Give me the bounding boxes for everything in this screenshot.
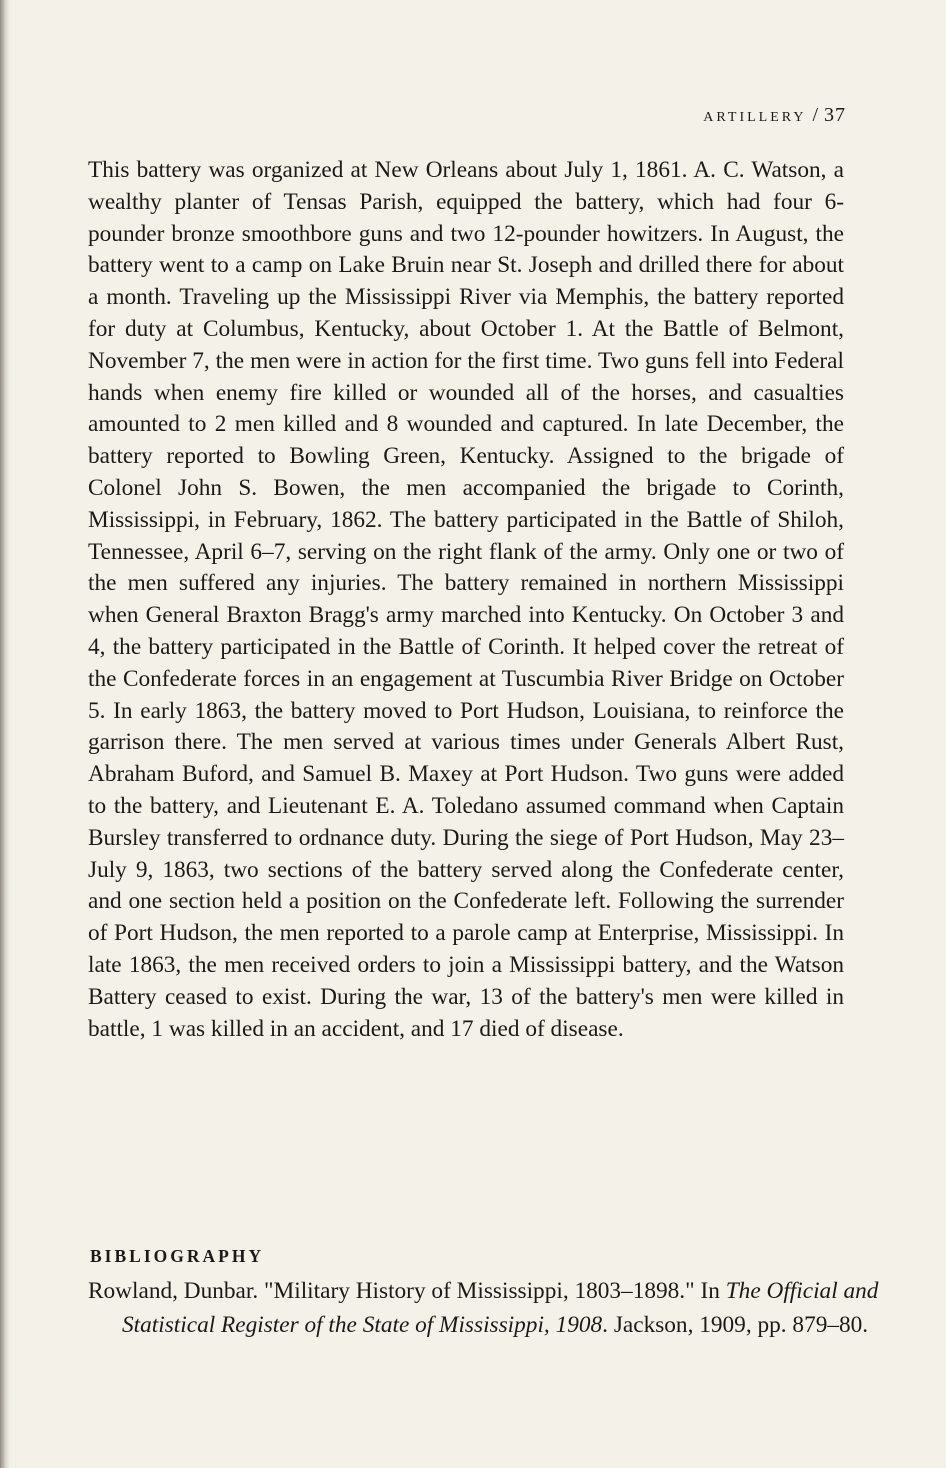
running-head-title: artillery	[703, 104, 807, 126]
bib-publication: . Jackson, 1909, pp. 879–80.	[602, 1312, 869, 1338]
page-spine-shadow	[0, 0, 10, 1468]
bibliography-heading: BIBLIOGRAPHY	[90, 1246, 265, 1266]
body-paragraph: This battery was organized at New Orleans about July 1, 1861. A. C. Watson, a wealthy planter of Tensas Parish, equipped the battery, which had four 6-pounder bronze smoothbore guns and two 12-pounder howitzers. In August, the battery went to a camp on Lake Bruin near St. Joseph and drilled there for about a month. Traveling up the Mississippi River via Memphis, the battery reported for duty at Columbus, Kentucky, about October 1. At the Battle of Belmont, November 7, the men were in action for the first time. Two guns fell into Federal hands when enemy fire killed or wounded all of the horses, and casualties amounted to 2 men killed and 8 wounded and captured. In late December, the battery reported to Bowling Green, Kentucky. Assigned to the brigade of Colonel John S. Bowen, the men accompanied the brigade to Corinth, Mississippi, in February, 1862. The battery participated in the Battle of Shiloh, Tennessee, April 6–7, serving on the right flank of the army. Only one or two of the men suffered any injuries. The battery remained in northern Mississippi when General Braxton Bragg's army marched into Kentucky. On October 3 and 4, the battery participated in the Battle of Corinth. It helped cover the retreat of the Confederate forces in an engagement at Tuscumbia River Bridge on October 5. In early 1863, the battery moved to Port Hudson, Louisiana, to reinforce the garrison there. The men served at various times under Generals Albert Rust, Abraham Buford, and Samuel B. Maxey at Port Hudson. Two guns were added to the battery, and Lieutenant E. A. Toledano assumed command when Captain Bursley transferred to ordnance duty. During the siege of Port Hudson, May 23–July 9, 1863, two sections of the battery served along the Confederate center, and one section held a position on the Confederate left. Following the surrender of Port Hudson, the men reported to a parole camp at Enterprise, Mississippi. In late 1863, the men received orders to join a Mississippi battery, and the Watson Battery ceased to exist. During the war, 13 of the battery's men were killed in battle, 1 was killed in an accident, and 17 died of disease.	[88, 157, 844, 1042]
running-head	[703, 104, 846, 127]
bib-in-label: In	[700, 1278, 720, 1304]
bib-author: Rowland, Dunbar.	[88, 1278, 259, 1304]
running-head-separator: /	[812, 104, 818, 126]
bibliography-entry	[88, 1274, 882, 1342]
page-number: 37	[824, 104, 846, 126]
bib-article-title: "Military History of Mississippi, 1803–1898."	[264, 1278, 695, 1304]
bib-book-title: The Official and Statistical Register of the State of Mississippi, 1908	[122, 1278, 879, 1338]
